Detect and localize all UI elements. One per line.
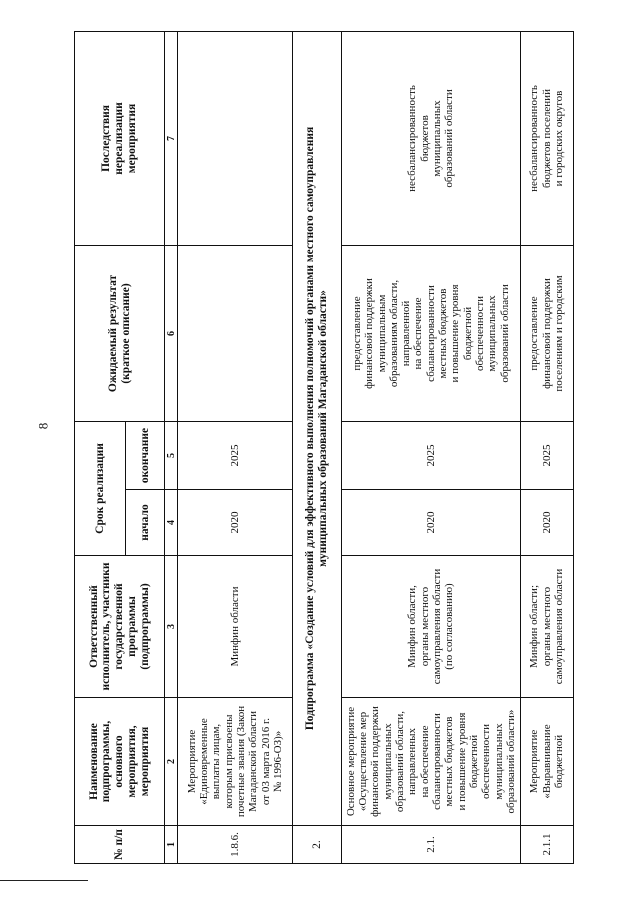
- footnote-divider: [0, 880, 88, 881]
- row-name: Мероприятие «Выравнивание бюджетной: [520, 698, 573, 826]
- row-end: 2025: [177, 421, 292, 489]
- section-num: 2.: [293, 826, 342, 864]
- row-end: 2025: [342, 421, 520, 489]
- row-start: 2020: [342, 490, 520, 556]
- row-start: 2020: [177, 490, 292, 556]
- row-end: 2025: [520, 421, 573, 489]
- row-consequences: несбалансированность бюджетов поселений и городских округов: [520, 31, 573, 245]
- header-end: окончание: [126, 421, 165, 489]
- table-row: [177, 31, 292, 863]
- colnum-6: 6: [165, 245, 178, 421]
- page-number: 8: [35, 422, 51, 430]
- section-row: [293, 31, 342, 863]
- section-title: Подпрограмма «Создание условий для эффективного выполнения полномочий органами местного самоуправления муниципальных образований Магаданской области»: [293, 31, 342, 825]
- row-consequences: несбалансированность бюджетов муниципальных образований области: [342, 31, 520, 245]
- row-executor: Минфин области: [177, 556, 292, 698]
- row-name: Мероприятие «Единовременные выплаты лицам, которым присвоены почетные звания (Закон Магаданской области от 03 марта 2016 г. № 1996-ОЗ)»: [177, 698, 292, 826]
- row-executor: Минфин области, органы местного самоуправления области (по согласованию): [342, 556, 520, 698]
- row-executor: Минфин области; органы местного самоуправления области: [520, 556, 573, 698]
- header-name: Наименование подпрограммы, основного мероприятия, мероприятия: [75, 698, 165, 826]
- table-row: [342, 31, 520, 863]
- header-num: № п/п: [75, 826, 165, 864]
- program-table: [74, 31, 574, 864]
- header-start: начало: [126, 490, 165, 556]
- row-num: 2.1.: [342, 826, 520, 864]
- row-start: 2020: [520, 490, 573, 556]
- colnum-4: 4: [165, 490, 178, 556]
- colnum-7: 7: [165, 31, 178, 245]
- row-result: предоставление финансовой поддержки муниципальным образованиям области, направленной на обеспечение сбалансированности местных бюджетов и повышение уровня бюджетной обеспеченности муниципальных образований области: [342, 245, 520, 421]
- colnum-2: 2: [165, 698, 178, 826]
- colnum-3: 3: [165, 556, 178, 698]
- colnum-1: 1: [165, 826, 178, 864]
- row-num: 2.1.1: [520, 826, 573, 864]
- row-name: Основное мероприятие «Осуществление мер финансовой поддержки муниципальных образований области, направленных на обеспечение сбалансированности местных бюджетов и повышение уровня бюджетной обеспеченности муниципальных образований области»: [342, 698, 520, 826]
- rotated-page: [74, 32, 574, 864]
- row-consequences: [177, 31, 292, 245]
- header-row: [75, 31, 126, 863]
- column-numbers-row: [165, 31, 178, 863]
- colnum-5: 5: [165, 421, 178, 489]
- row-result: предоставление финансовой поддержки поселениям и городским: [520, 245, 573, 421]
- header-executor: Ответственный исполнитель, участники государственной программы (подпрограммы): [75, 556, 165, 698]
- row-num: 1.8.6.: [177, 826, 292, 864]
- header-term: Срок реализации: [75, 421, 126, 555]
- table-row: [520, 31, 573, 863]
- header-result: Ожидаемый результат (краткое описание): [75, 245, 165, 421]
- header-consequences: Последствия нереализации мероприятия: [75, 31, 165, 245]
- row-result: [177, 245, 292, 421]
